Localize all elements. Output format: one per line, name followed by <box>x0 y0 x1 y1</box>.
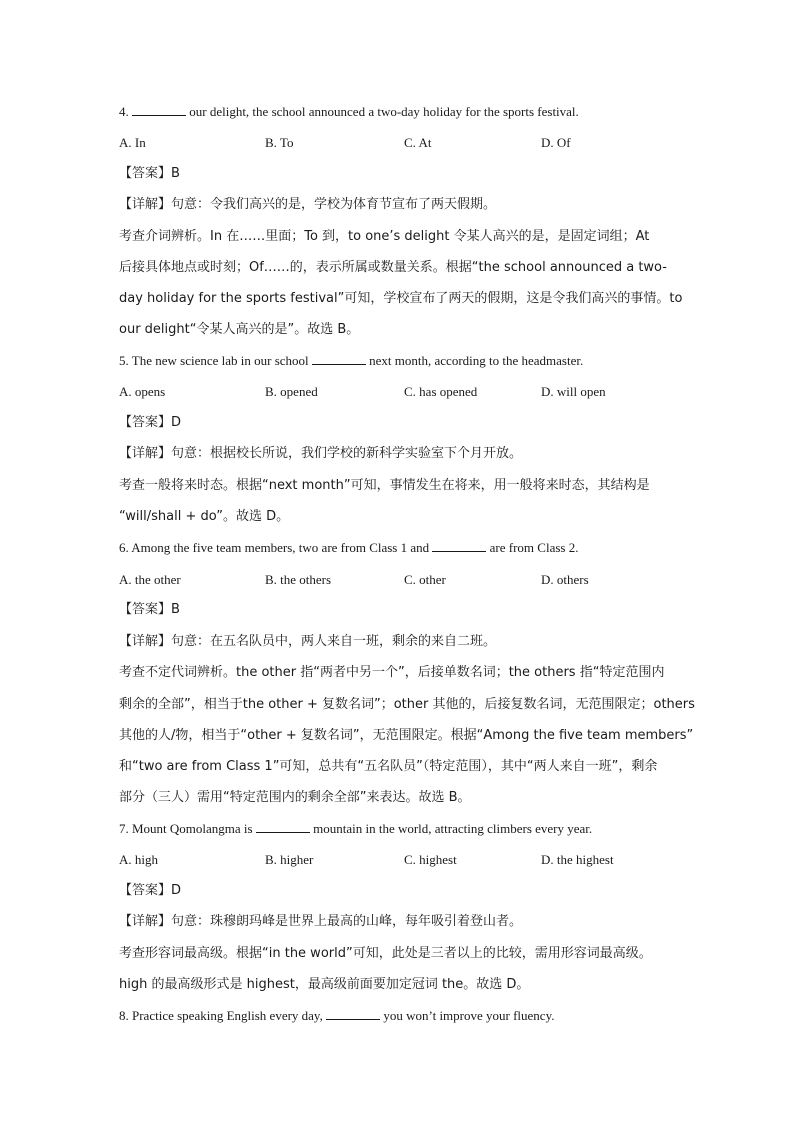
question-6-options <box>119 571 679 589</box>
detail-line: 【详解】句意：在五名队员中，两人来自一班，剩余的来自二班。 <box>119 634 497 649</box>
option-a: A. opens <box>119 384 166 399</box>
option-b: B. opened <box>265 384 318 399</box>
question-6-stem <box>119 539 578 557</box>
stem-text: our delight, the school announced a two-day holiday for the sports festival. <box>189 104 579 119</box>
option-d: D. others <box>541 572 589 587</box>
option-c: C. At <box>404 135 432 150</box>
stem-text: mountain in the world, attracting climbers every year. <box>313 821 593 836</box>
question-7-options <box>119 851 679 869</box>
option-c: C. has opened <box>404 384 478 399</box>
option-b: B. higher <box>265 852 314 867</box>
answer-blank <box>132 103 186 116</box>
explanation-line: 考查介词辨析。In 在……里面；To 到，to one’s delight 令某人高兴的是，是固定词组；At <box>119 229 650 244</box>
stem-text: The new science lab in our school <box>131 353 309 368</box>
explanation-line: 考查不定代词辨析。the other 指“两者中另一个”，后接单数名词；the others 指“特定范围内 <box>119 665 665 680</box>
option-a: A. high <box>119 852 158 867</box>
explanation-line: 后接具体地点或时刻；Of……的，表示所属或数量关系。根据“the school announced a two- <box>119 260 667 275</box>
explanation-line: day holiday for the sports festival”可知，学校宣布了两天的假期，这是令我们高兴的事情。to <box>119 291 683 306</box>
question-5-options <box>119 383 679 401</box>
option-c: C. other <box>404 572 446 587</box>
stem-text: Practice speaking English every day, <box>132 1008 323 1023</box>
detail-line: 【详解】句意：令我们高兴的是，学校为体育节宣布了两天假期。 <box>119 197 497 212</box>
explanation-line: 剩余的全部”，相当于the other + 复数名词”；other 其他的，后接复数名词，无范围限定；others <box>119 697 695 712</box>
explanation-line: 考查一般将来时态。根据“next month”可知，事情发生在将来，用一般将来时态，其结构是 <box>119 478 650 493</box>
option-d: D. Of <box>541 135 571 150</box>
answer-line: 【答案】D <box>119 883 182 898</box>
question-number: 8. <box>119 1008 129 1023</box>
answer-line: 【答案】B <box>119 602 180 617</box>
explanation-line: high 的最高级形式是 highest，最高级前面要加定冠词 the。故选 D。 <box>119 977 530 992</box>
question-number: 5. <box>119 353 129 368</box>
explanation-line: 和“two are from Class 1”可知，总共有“五名队员”（特定范围），其中“两人来自一班”，剩余 <box>119 759 658 774</box>
option-d: D. will open <box>541 384 606 399</box>
detail-line: 【详解】句意：珠穆朗玛峰是世界上最高的山峰，每年吸引着登山者。 <box>119 914 523 929</box>
explanation-line: 其他的人/物，相当于“other + 复数名词”，无范围限定。根据“Among the five team members” <box>119 728 694 743</box>
explanation-line: “will/shall + do”。故选 D。 <box>119 509 290 524</box>
option-b: B. the others <box>265 572 332 587</box>
answer-blank <box>326 1007 380 1020</box>
question-number: 6. <box>119 540 129 555</box>
stem-text: Among the five team members, two are from Class 1 and <box>131 540 430 555</box>
question-number: 4. <box>119 104 129 119</box>
stem-text: you won’t improve your fluency. <box>383 1008 555 1023</box>
stem-text: Mount Qomolangma is <box>132 821 253 836</box>
question-7-stem <box>119 820 592 838</box>
option-a: A. the other <box>119 572 181 587</box>
option-b: B. To <box>265 135 294 150</box>
detail-line: 【详解】句意：根据校长所说，我们学校的新科学实验室下个月开放。 <box>119 446 523 461</box>
question-number: 7. <box>119 821 129 836</box>
question-4-options <box>119 134 679 152</box>
explanation-line: our delight“令某人高兴的是”。故选 B。 <box>119 322 360 337</box>
explanation-line: 部分（三人）需用“特定范围内的剩余全部”来表达。故选 B。 <box>119 790 471 805</box>
option-c: C. highest <box>404 852 457 867</box>
explanation-line: 考查形容词最高级。根据“in the world”可知，此处是三者以上的比较，需用形容词最高级。 <box>119 946 652 961</box>
answer-line: 【答案】B <box>119 166 180 181</box>
option-a: A. In <box>119 135 146 150</box>
stem-text: are from Class 2. <box>489 540 579 555</box>
answer-blank <box>312 352 366 365</box>
stem-text: next month, according to the headmaster. <box>369 353 584 368</box>
question-5-stem <box>119 352 583 370</box>
answer-line: 【答案】D <box>119 415 182 430</box>
answer-blank <box>256 820 310 833</box>
question-4-stem <box>119 103 579 121</box>
option-d: D. the highest <box>541 852 614 867</box>
question-8-stem <box>119 1007 554 1025</box>
answer-blank <box>432 539 486 552</box>
